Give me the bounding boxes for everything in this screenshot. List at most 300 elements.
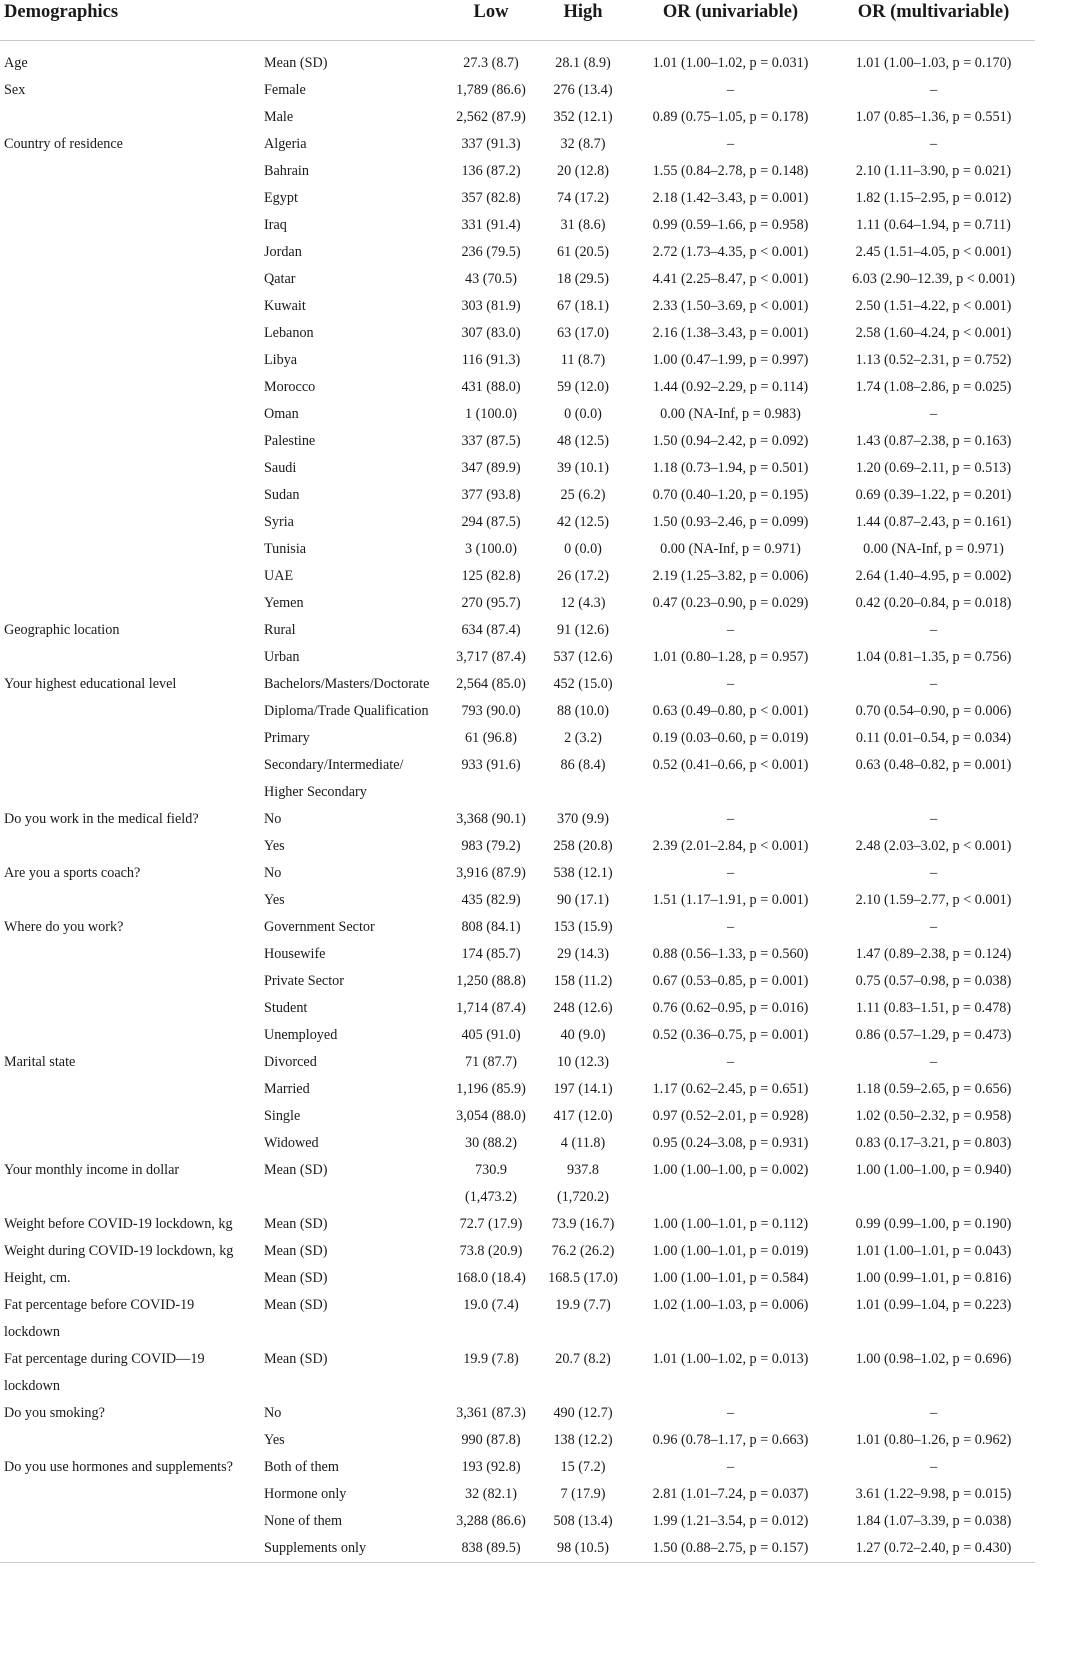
or-univariable-cell: 0.19 (0.03–0.60, p = 0.019) [652, 730, 809, 746]
high-cell: 40 (9.0) [560, 1027, 606, 1043]
header-or-univariable: OR (univariable) [629, 0, 832, 41]
or-univariable-cell: – [726, 1459, 735, 1475]
table-row [0, 374, 1035, 401]
low-cell: 377 (93.8) [461, 487, 521, 503]
table-row [0, 1238, 1035, 1265]
low-cell: 125 (82.8) [461, 568, 521, 584]
table-row [0, 1130, 1035, 1157]
or-univariable-cell: 2.18 (1.42–3.43, p = 0.001) [652, 190, 809, 206]
low-cell: 19.9 (7.8) [463, 1351, 519, 1367]
variable-cell: Weight during COVID-19 lockdown, kg [4, 1243, 234, 1259]
table-row [0, 158, 1035, 185]
category-cell: Secondary/Intermediate/ [264, 757, 404, 773]
table-header [0, 0, 1035, 41]
high-cell: 11 (8.7) [560, 352, 606, 368]
variable-cell [0, 968, 260, 995]
or-univariable-cell: 4.41 (2.25–8.47, p < 0.001) [652, 271, 809, 287]
low-cell: 990 (87.8) [461, 1432, 521, 1448]
or-multivariable-cell: 1.01 (1.00–1.01, p = 0.043) [855, 1243, 1012, 1259]
category-cell: Mean (SD) [264, 1216, 328, 1232]
low-cell: 2,564 (85.0) [456, 676, 526, 692]
low-cell: 808 (84.1) [461, 919, 521, 935]
or-multivariable-cell [832, 1319, 1035, 1346]
high-cell: 168.5 (17.0) [548, 1270, 618, 1286]
low-cell: 3,361 (87.3) [456, 1405, 526, 1421]
or-multivariable-cell: – [929, 1459, 938, 1475]
table-row [0, 1211, 1035, 1238]
high-cell: 67 (18.1) [556, 298, 609, 314]
table-row [0, 1454, 1035, 1481]
variable-cell: Are you a sports coach? [4, 865, 141, 881]
variable-cell [0, 1481, 260, 1508]
low-cell: 793 (90.0) [461, 703, 521, 719]
variable-cell [0, 104, 260, 131]
or-multivariable-cell: – [929, 919, 938, 935]
or-multivariable-cell: 0.63 (0.48–0.82, p = 0.001) [855, 757, 1012, 773]
or-univariable-cell [629, 1319, 832, 1346]
or-univariable-cell: 0.95 (0.24–3.08, p = 0.931) [652, 1135, 809, 1151]
or-multivariable-cell: 1.07 (0.85–1.36, p = 0.551) [855, 109, 1012, 125]
high-cell: 12 (4.3) [560, 595, 606, 611]
high-cell: 276 (13.4) [553, 82, 613, 98]
category-cell: Married [264, 1081, 310, 1097]
variable-cell [0, 509, 260, 536]
variable-cell [0, 185, 260, 212]
low-cell: 27.3 (8.7) [463, 55, 519, 71]
variable-cell: Country of residence [4, 136, 123, 152]
low-cell: 3,717 (87.4) [456, 649, 526, 665]
category-cell [260, 1319, 445, 1346]
category-cell: Government Sector [264, 919, 375, 935]
or-multivariable-cell: 2.48 (2.03–3.02, p < 0.001) [855, 838, 1012, 854]
or-univariable-cell: – [726, 919, 735, 935]
or-univariable-cell: 0.76 (0.62–0.95, p = 0.016) [652, 1000, 809, 1016]
variable-cell [0, 698, 260, 725]
or-univariable-cell: 2.16 (1.38–3.43, p = 0.001) [652, 325, 809, 341]
or-multivariable-cell: 0.69 (0.39–1.22, p = 0.201) [855, 487, 1012, 503]
or-univariable-cell: 1.99 (1.21–3.54, p = 0.012) [652, 1513, 809, 1529]
variable-cell [0, 482, 260, 509]
low-cell: 3,368 (90.1) [456, 811, 526, 827]
high-cell: 0 (0.0) [564, 541, 602, 557]
variable-cell: Marital state [4, 1054, 76, 1070]
high-cell: 86 (8.4) [560, 757, 606, 773]
low-cell: 71 (87.7) [464, 1054, 517, 1070]
or-multivariable-cell: 1.00 (0.99–1.01, p = 0.816) [855, 1270, 1012, 1286]
high-cell: 537 (12.6) [553, 649, 613, 665]
or-multivariable-cell: 1.47 (0.89–2.38, p = 0.124) [855, 946, 1012, 962]
table-row [0, 833, 1035, 860]
variable-cell [0, 725, 260, 752]
or-multivariable-cell: 1.13 (0.52–2.31, p = 0.752) [855, 352, 1012, 368]
or-multivariable-cell: – [929, 406, 938, 422]
category-cell [260, 1184, 445, 1211]
table-row [0, 1319, 1035, 1346]
or-multivariable-cell: 1.27 (0.72–2.40, p = 0.430) [832, 1535, 1035, 1563]
or-univariable-cell: 0.00 (NA-Inf, p = 0.971) [660, 541, 801, 557]
low-cell: 1,196 (85.9) [456, 1081, 526, 1097]
variable-cell: Your monthly income in dollar [4, 1162, 180, 1178]
high-cell: 76.2 (26.2) [551, 1243, 615, 1259]
or-univariable-cell [629, 1373, 832, 1400]
category-cell: Private Sector [264, 973, 344, 989]
variable-cell [0, 320, 260, 347]
table-row [0, 212, 1035, 239]
low-cell: 73.8 (20.9) [459, 1243, 523, 1259]
variable-cell [0, 1184, 260, 1211]
table-row [0, 563, 1035, 590]
or-univariable-cell: 1.50 (0.94–2.42, p = 0.092) [652, 433, 809, 449]
category-cell: Morocco [264, 379, 316, 395]
or-univariable-cell: 1.51 (1.17–1.91, p = 0.001) [652, 892, 809, 908]
table-row [0, 266, 1035, 293]
high-cell: 538 (12.1) [553, 865, 613, 881]
or-multivariable-cell: – [929, 1054, 938, 1070]
or-univariable-cell: 0.67 (0.53–0.85, p = 0.001) [652, 973, 809, 989]
high-cell: 59 (12.0) [556, 379, 609, 395]
low-cell: 838 (89.5) [445, 1535, 537, 1563]
high-cell: 48 (12.5) [556, 433, 609, 449]
category-cell: Both of them [264, 1459, 339, 1475]
variable-cell: Where do you work? [4, 919, 124, 935]
low-cell: 307 (83.0) [461, 325, 521, 341]
table-row [0, 41, 1035, 78]
variable-cell [0, 239, 260, 266]
or-univariable-cell: 1.01 (1.00–1.02, p = 0.013) [652, 1351, 809, 1367]
variable-cell: Fat percentage during COVID—19 [4, 1351, 205, 1367]
or-univariable-cell: 0.97 (0.52–2.01, p = 0.928) [652, 1108, 809, 1124]
low-cell: 3,288 (86.6) [456, 1513, 526, 1529]
category-cell: Oman [264, 406, 299, 422]
low-cell: 634 (87.4) [461, 622, 521, 638]
variable-cell: Sex [4, 82, 26, 98]
or-multivariable-cell: 1.01 (1.00–1.03, p = 0.170) [855, 55, 1012, 71]
low-cell: 193 (92.8) [461, 1459, 521, 1475]
variable-cell [0, 1076, 260, 1103]
low-cell: 1 (100.0) [464, 406, 517, 422]
or-univariable-cell: 1.50 (0.93–2.46, p = 0.099) [652, 514, 809, 530]
category-cell: No [264, 865, 282, 881]
variable-cell [0, 995, 260, 1022]
category-cell: Diploma/Trade Qualification [264, 703, 429, 719]
header-or-multivariable: OR (multivariable) [832, 0, 1035, 41]
variable-cell: lockdown [4, 1378, 60, 1394]
low-cell: 168.0 (18.4) [456, 1270, 526, 1286]
category-cell: Urban [264, 649, 300, 665]
low-cell: 1,714 (87.4) [456, 1000, 526, 1016]
table-row [0, 941, 1035, 968]
high-cell: 248 (12.6) [553, 1000, 613, 1016]
variable-cell [0, 752, 260, 779]
variable-cell: Height, cm. [4, 1270, 71, 1286]
or-univariable-cell: – [726, 1405, 735, 1421]
or-univariable-cell: 1.18 (0.73–1.94, p = 0.501) [652, 460, 809, 476]
or-univariable-cell: 0.88 (0.56–1.33, p = 0.560) [652, 946, 809, 962]
low-cell: 294 (87.5) [461, 514, 521, 530]
category-cell: Tunisia [264, 541, 307, 557]
or-univariable-cell [629, 1184, 832, 1211]
variable-cell [0, 779, 260, 806]
category-cell: Lebanon [264, 325, 314, 341]
or-multivariable-cell: 1.11 (0.83–1.51, p = 0.478) [855, 1000, 1012, 1016]
table-row [0, 347, 1035, 374]
table-row [0, 779, 1035, 806]
table-row [0, 401, 1035, 428]
or-multivariable-cell: 1.01 (0.80–1.26, p = 0.962) [855, 1432, 1012, 1448]
or-multivariable-cell: 2.50 (1.51–4.22, p < 0.001) [855, 298, 1012, 314]
low-cell: 357 (82.8) [461, 190, 521, 206]
high-cell: 937.8 [567, 1162, 599, 1178]
table-row [0, 428, 1035, 455]
header-demographics: Demographics [0, 0, 260, 41]
category-cell: Syria [264, 514, 294, 530]
or-multivariable-cell: 1.43 (0.87–2.38, p = 0.163) [855, 433, 1012, 449]
low-cell: 136 (87.2) [461, 163, 521, 179]
or-univariable-cell: 1.44 (0.92–2.29, p = 0.114) [652, 379, 809, 395]
low-cell: 1,250 (88.8) [456, 973, 526, 989]
high-cell: 25 (6.2) [560, 487, 606, 503]
low-cell [445, 1373, 537, 1400]
variable-cell [0, 590, 260, 617]
or-multivariable-cell [832, 779, 1035, 806]
low-cell: 236 (79.5) [461, 244, 521, 260]
high-cell: 158 (11.2) [553, 973, 613, 989]
or-univariable-cell: – [726, 865, 735, 881]
category-cell: Jordan [264, 244, 302, 260]
high-cell: 42 (12.5) [556, 514, 609, 530]
or-multivariable-cell: 0.83 (0.17–3.21, p = 0.803) [855, 1135, 1012, 1151]
high-cell: 31 (8.6) [560, 217, 606, 233]
or-multivariable-cell: 1.01 (0.99–1.04, p = 0.223) [855, 1297, 1012, 1313]
category-cell: Widowed [264, 1135, 319, 1151]
low-cell [445, 1319, 537, 1346]
or-multivariable-cell [832, 1184, 1035, 1211]
variable-cell [0, 644, 260, 671]
table-row [0, 1508, 1035, 1535]
low-cell: 116 (91.3) [461, 352, 521, 368]
variable-cell [0, 1022, 260, 1049]
high-cell: 91 (12.6) [556, 622, 609, 638]
table-row [0, 131, 1035, 158]
category-cell: Mean (SD) [264, 1243, 328, 1259]
variable-cell: Fat percentage before COVID-19 [4, 1297, 195, 1313]
table-row [0, 968, 1035, 995]
or-multivariable-cell: 1.82 (1.15–2.95, p = 0.012) [855, 190, 1012, 206]
or-univariable-cell: – [726, 82, 735, 98]
header-row [0, 0, 1035, 41]
table-row [0, 1373, 1035, 1400]
or-multivariable-cell: 0.70 (0.54–0.90, p = 0.006) [855, 703, 1012, 719]
category-cell: Mean (SD) [264, 1162, 328, 1178]
high-cell: 63 (17.0) [556, 325, 609, 341]
high-cell: 20.7 (8.2) [555, 1351, 611, 1367]
category-cell: Yemen [264, 595, 304, 611]
or-univariable-cell: 1.17 (0.62–2.45, p = 0.651) [652, 1081, 809, 1097]
high-cell: 2 (3.2) [564, 730, 602, 746]
or-univariable-cell: 0.96 (0.78–1.17, p = 0.663) [652, 1432, 809, 1448]
high-cell: 370 (9.9) [556, 811, 609, 827]
variable-cell: Do you smoking? [4, 1405, 105, 1421]
variable-cell [0, 941, 260, 968]
category-cell: Palestine [264, 433, 316, 449]
category-cell: Yes [264, 892, 285, 908]
table-row [0, 104, 1035, 131]
variable-cell [0, 1103, 260, 1130]
high-cell: 20 (12.8) [556, 163, 609, 179]
high-cell: 26 (17.2) [556, 568, 609, 584]
category-cell [260, 1373, 445, 1400]
low-cell: 1,789 (86.6) [456, 82, 526, 98]
variable-cell [0, 536, 260, 563]
high-cell: 32 (8.7) [560, 136, 606, 152]
table-body [0, 41, 1035, 1563]
table-row [0, 293, 1035, 320]
variable-cell [0, 833, 260, 860]
category-cell: Mean (SD) [264, 1351, 328, 1367]
high-cell: 15 (7.2) [560, 1459, 606, 1475]
high-cell: 153 (15.9) [553, 919, 613, 935]
high-cell: 138 (12.2) [553, 1432, 613, 1448]
category-cell: Higher Secondary [264, 784, 367, 800]
variable-cell [0, 563, 260, 590]
category-cell: None of them [264, 1513, 343, 1529]
table-row [0, 725, 1035, 752]
table-row [0, 752, 1035, 779]
high-cell: 39 (10.1) [556, 460, 609, 476]
table-row [0, 320, 1035, 347]
or-multivariable-cell: 2.10 (1.59–2.77, p < 0.001) [855, 892, 1012, 908]
or-multivariable-cell: 0.42 (0.20–0.84, p = 0.018) [855, 595, 1012, 611]
or-univariable-cell: 1.00 (0.47–1.99, p = 0.997) [652, 352, 809, 368]
or-multivariable-cell: 0.00 (NA-Inf, p = 0.971) [863, 541, 1004, 557]
high-cell: 61 (20.5) [556, 244, 609, 260]
high-cell: 73.9 (16.7) [551, 1216, 615, 1232]
category-cell: Primary [264, 730, 310, 746]
or-multivariable-cell: – [929, 622, 938, 638]
header-high: High [537, 0, 629, 41]
variable-cell: Weight before COVID-19 lockdown, kg [4, 1216, 233, 1232]
or-univariable-cell: – [726, 622, 735, 638]
category-cell: Unemployed [264, 1027, 338, 1043]
category-cell: Iraq [264, 217, 287, 233]
variable-cell [0, 293, 260, 320]
or-multivariable-cell: 2.45 (1.51–4.05, p < 0.001) [855, 244, 1012, 260]
category-cell: Mean (SD) [264, 1297, 328, 1313]
category-cell: Hormone only [264, 1486, 347, 1502]
high-cell: 18 (29.5) [556, 271, 609, 287]
low-cell: 72.7 (17.9) [459, 1216, 523, 1232]
high-cell: 197 (14.1) [553, 1081, 613, 1097]
high-cell: 98 (10.5) [537, 1535, 629, 1563]
variable-cell [0, 347, 260, 374]
header-low: Low [445, 0, 537, 41]
low-cell: 3,054 (88.0) [456, 1108, 526, 1124]
or-multivariable-cell: 6.03 (2.90–12.39, p < 0.001) [852, 271, 1015, 287]
low-cell: 331 (91.4) [461, 217, 521, 233]
table-row [0, 995, 1035, 1022]
or-univariable-cell: 1.01 (1.00–1.02, p = 0.031) [652, 55, 809, 71]
table-row [0, 617, 1035, 644]
or-univariable-cell: 1.50 (0.88–2.75, p = 0.157) [629, 1535, 832, 1563]
table-row [0, 1427, 1035, 1454]
low-cell: (1,473.2) [464, 1189, 517, 1205]
low-cell: 347 (89.9) [461, 460, 521, 476]
variable-cell [0, 428, 260, 455]
or-multivariable-cell: 0.86 (0.57–1.29, p = 0.473) [855, 1027, 1012, 1043]
or-univariable-cell: 0.52 (0.41–0.66, p < 0.001) [652, 757, 809, 773]
table-row [0, 1481, 1035, 1508]
or-multivariable-cell: 1.00 (1.00–1.00, p = 0.940) [855, 1162, 1012, 1178]
or-multivariable-cell: 0.11 (0.01–0.54, p = 0.034) [855, 730, 1012, 746]
variable-cell: Geographic location [4, 622, 120, 638]
high-cell: 10 (12.3) [556, 1054, 609, 1070]
table-row [0, 482, 1035, 509]
table-row [0, 1103, 1035, 1130]
low-cell: 730.9 [475, 1162, 507, 1178]
low-cell: 2,562 (87.9) [456, 109, 526, 125]
table-row [0, 1265, 1035, 1292]
variable-cell [0, 266, 260, 293]
high-cell: (1,720.2) [556, 1189, 609, 1205]
or-univariable-cell: 1.01 (0.80–1.28, p = 0.957) [652, 649, 809, 665]
or-univariable-cell: 1.00 (1.00–1.01, p = 0.584) [652, 1270, 809, 1286]
variable-cell [0, 401, 260, 428]
low-cell: 337 (91.3) [461, 136, 521, 152]
high-cell: 258 (20.8) [553, 838, 613, 854]
low-cell: 30 (88.2) [464, 1135, 517, 1151]
table-row [0, 1292, 1035, 1319]
variable-cell: lockdown [4, 1324, 60, 1340]
high-cell: 508 (13.4) [553, 1513, 613, 1529]
or-multivariable-cell: 2.64 (1.40–4.95, p = 0.002) [855, 568, 1012, 584]
high-cell: 352 (12.1) [553, 109, 613, 125]
table-row [0, 671, 1035, 698]
category-cell: Female [264, 82, 306, 98]
low-cell: 61 (96.8) [464, 730, 517, 746]
table-row [0, 590, 1035, 617]
or-univariable-cell: 0.52 (0.36–0.75, p = 0.001) [652, 1027, 809, 1043]
or-multivariable-cell: 1.18 (0.59–2.65, p = 0.656) [855, 1081, 1012, 1097]
variable-cell: Age [4, 55, 28, 71]
variable-cell [0, 455, 260, 482]
or-multivariable-cell: 1.44 (0.87–2.43, p = 0.161) [855, 514, 1012, 530]
high-cell: 74 (17.2) [556, 190, 609, 206]
category-cell: Male [264, 109, 294, 125]
table-row [0, 1535, 1035, 1563]
low-cell: 32 (82.1) [464, 1486, 517, 1502]
high-cell [537, 779, 629, 806]
low-cell: 270 (95.7) [461, 595, 521, 611]
or-univariable-cell: 2.19 (1.25–3.82, p = 0.006) [652, 568, 809, 584]
category-cell: Supplements only [260, 1535, 445, 1563]
category-cell: Egypt [264, 190, 298, 206]
or-univariable-cell: 0.63 (0.49–0.80, p < 0.001) [652, 703, 809, 719]
or-multivariable-cell: 0.75 (0.57–0.98, p = 0.038) [855, 973, 1012, 989]
high-cell: 29 (14.3) [556, 946, 609, 962]
or-multivariable-cell: 1.20 (0.69–2.11, p = 0.513) [855, 460, 1012, 476]
high-cell: 417 (12.0) [553, 1108, 613, 1124]
or-multivariable-cell: 1.00 (0.98–1.02, p = 0.696) [855, 1351, 1012, 1367]
or-univariable-cell: 0.70 (0.40–1.20, p = 0.195) [652, 487, 809, 503]
table-row [0, 455, 1035, 482]
or-univariable-cell: 0.99 (0.59–1.66, p = 0.958) [652, 217, 809, 233]
or-multivariable-cell: 1.04 (0.81–1.35, p = 0.756) [855, 649, 1012, 665]
variable-cell [0, 158, 260, 185]
category-cell: Single [264, 1108, 301, 1124]
or-univariable-cell: 1.55 (0.84–2.78, p = 0.148) [652, 163, 809, 179]
variable-cell [0, 887, 260, 914]
variable-cell [0, 1130, 260, 1157]
